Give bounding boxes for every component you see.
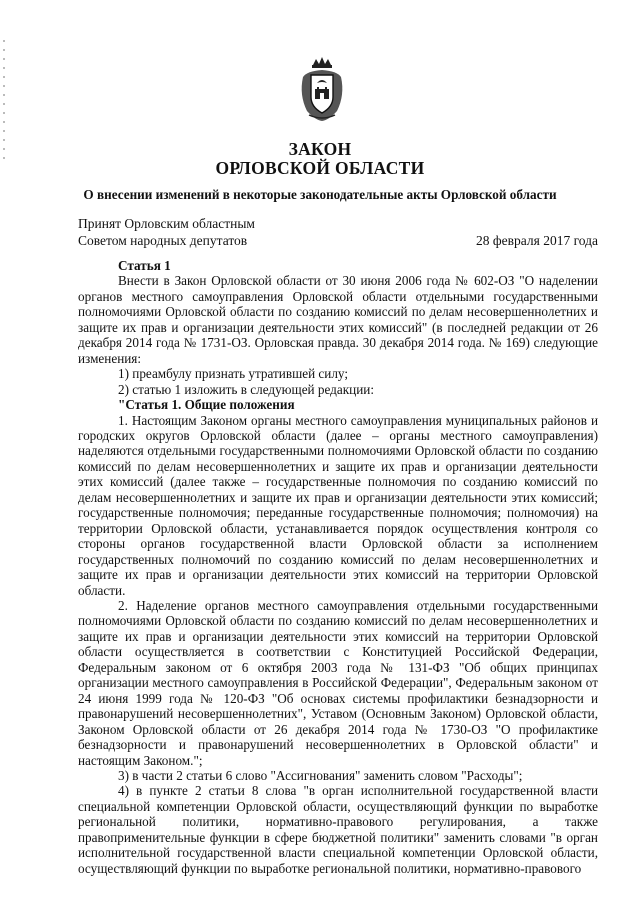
article-heading: Статья 1	[118, 258, 171, 273]
region-title: ОРЛОВСКОЙ ОБЛАСТИ	[215, 158, 425, 178]
paragraph: 2) статью 1 изложить в следующей редакции:	[118, 381, 374, 397]
law-body	[78, 258, 598, 876]
adoption-date: 28 февраля 2017 года	[476, 233, 598, 248]
paragraph: 4) в пункте 2 статьи 8 слова "в орган исполнительной государственной власти специальной компетенции Орловской области, осуществляющий функции по выработке региональной политики, нормативно-правового регулирования, а также правоприменительные функции в сфере бюджетной политики" заменить словами "в орган исполнительной государственной власти специальной компетенции Орловской области, осуществляющий функции по выработке региональной политики, нормативно-правового	[78, 783, 598, 876]
quoted-article-heading: "Статья 1. Общие положения	[118, 397, 295, 413]
adoption-line-1: Принят Орловским областным	[78, 216, 255, 231]
paragraph: 2. Наделение органов местного самоуправления отдельными государственными полномочиями Орловской области по созданию комиссий по делам несовершеннолетних и защите их прав и организации деятельности этих комиссий на территории Орловской области осуществляется в соответствии с Конституцией Российской Федерации, Федеральным законом от 6 октября 2003 года № 131-ФЗ "Об общих принципах организации местного самоуправления в Российской Федерации", Федеральным законом от 24 июня 1999 года № 120-ФЗ "Об основах системы профилактики безнадзорности и правонарушений несовершеннолетних", Уставом (Основным Законом) Орловской области, Законом Орловской области от 26 декабря 2014 года № 1730-ОЗ "О профилактике безнадзорности и правонарушений несовершеннолетних в Орловской области" и настоящим Законом.";	[78, 597, 598, 768]
law-title: ЗАКОН	[288, 139, 352, 159]
adoption-note	[78, 215, 255, 249]
paragraph: Внести в Закон Орловской области от 30 июня 2006 года № 602-ОЗ "О наделении органов местного самоуправления Орловской области отдельными государственными полномочиями Орловской области по созданию комиссий по делам несовершеннолетних и защите их прав и организации деятельности этих комиссий" (в последней редакции от 26 декабря 2014 года № 1731-ОЗ. Орловская правда. 30 декабря 2014 года. № 169) следующие изменения:	[78, 273, 598, 366]
paragraph: 1. Настоящим Законом органы местного самоуправления муниципальных районов и городских округов Орловской области (далее – органы местного самоуправления) наделяются отдельными государственными полномочиями Орловской области по созданию комиссий по делам несовершеннолетних и защите их прав и организации деятельности этих комиссий (далее также – государственные полномочия по созданию комиссий по делам несовершеннолетних и защите их прав и организации деятельности этих комиссий; государственные полномочия; переданные государственные полномочия; полномочия) на территории Орловской области, устанавливается порядок осуществления контроля со стороны органов государственной власти Орловской области за исполнением государственных полномочий по созданию комиссий по делам несовершеннолетних и защите их прав и организации деятельности этих комиссий на территории Орловской области.	[78, 412, 598, 598]
paragraph: 1) преамбулу признать утратившей силу;	[118, 366, 349, 382]
adoption-line-2: Советом народных депутатов	[78, 233, 248, 248]
law-subtitle: О внесении изменений в некоторые законодательные акты Орловской области	[83, 187, 557, 202]
coat-of-arms-icon	[297, 55, 347, 123]
paragraph: 3) в части 2 статьи 6 слово "Ассигнования" заменить словом "Расходы";	[118, 767, 523, 783]
